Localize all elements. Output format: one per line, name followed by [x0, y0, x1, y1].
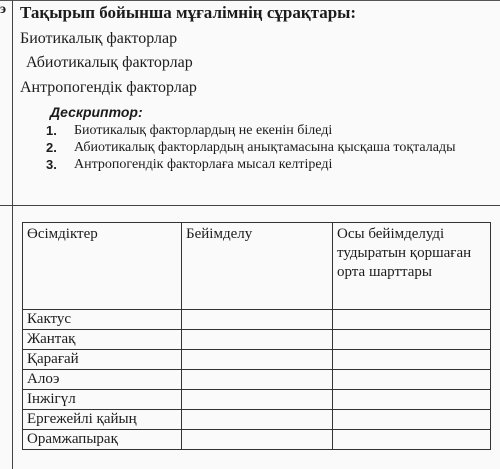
conditions-cell[interactable] — [333, 410, 491, 430]
plant-name-cell: Інжігүл — [23, 390, 182, 410]
descriptor-item — [40, 156, 480, 173]
section-divider — [0, 205, 500, 206]
descriptor-list — [40, 122, 480, 173]
section-marker: э — [0, 2, 7, 17]
descriptor-item-number: 1. — [46, 123, 57, 138]
table-row — [23, 310, 491, 330]
adaptation-cell[interactable] — [182, 310, 333, 330]
header-adaptation: Бейімделу — [182, 223, 333, 310]
plant-name-cell: Ергежейлі қайың — [23, 410, 182, 430]
adaptation-cell[interactable] — [182, 370, 333, 390]
descriptor-item-text: Антропогендік факторлаға мысал келтіреді — [74, 157, 333, 172]
adaptation-cell[interactable] — [182, 430, 333, 450]
table-row — [23, 430, 491, 450]
descriptor-item-text: Абиотикалық факторлардың анықтамасына қысқаша тоқталады — [74, 140, 456, 155]
header-conditions: Осы бейімделуді тудыратын қоршаған орта шарттары — [333, 223, 491, 310]
adaptation-cell[interactable] — [182, 410, 333, 430]
conditions-cell[interactable] — [333, 430, 491, 450]
descriptor-item — [40, 139, 480, 156]
plant-name-cell: Жантақ — [23, 330, 182, 350]
table-row — [23, 370, 491, 390]
table-row — [23, 410, 491, 430]
conditions-cell[interactable] — [333, 310, 491, 330]
factor-abiotic: Абиотикалық факторлар — [26, 54, 193, 71]
plant-name-cell: Алоэ — [23, 370, 182, 390]
teacher-questions-heading: Тақырып бойынша мұғалімнің сұрақтары: — [20, 3, 357, 22]
plant-name-cell: Қарағай — [23, 350, 182, 370]
descriptor-item-number: 2. — [46, 140, 57, 155]
conditions-cell[interactable] — [333, 350, 491, 370]
descriptor-title: Дескриптор: — [50, 104, 143, 120]
header-plants: Өсімдіктер — [23, 223, 182, 310]
table-header-row — [23, 223, 491, 310]
page-top-border — [0, 0, 500, 1]
adaptation-cell[interactable] — [182, 330, 333, 350]
factor-biotic: Биотикалық факторлар — [20, 30, 178, 47]
adaptation-cell[interactable] — [182, 390, 333, 410]
page-left-border — [12, 0, 13, 469]
descriptor-item — [40, 122, 480, 139]
adaptation-cell[interactable] — [182, 350, 333, 370]
factor-anthropogenic: Антропогендік факторлар — [20, 79, 197, 96]
plant-name-cell: Кактус — [23, 310, 182, 330]
conditions-cell[interactable] — [333, 370, 491, 390]
table-row — [23, 350, 491, 370]
plant-adaptation-table — [22, 222, 491, 450]
descriptor-item-number: 3. — [46, 157, 57, 172]
conditions-cell[interactable] — [333, 330, 491, 350]
table-row — [23, 330, 491, 350]
table-row — [23, 390, 491, 410]
plant-name-cell: Орамжапырақ — [23, 430, 182, 450]
descriptor-item-text: Биотикалық факторлардың не екенін біледі — [74, 123, 333, 138]
conditions-cell[interactable] — [333, 390, 491, 410]
